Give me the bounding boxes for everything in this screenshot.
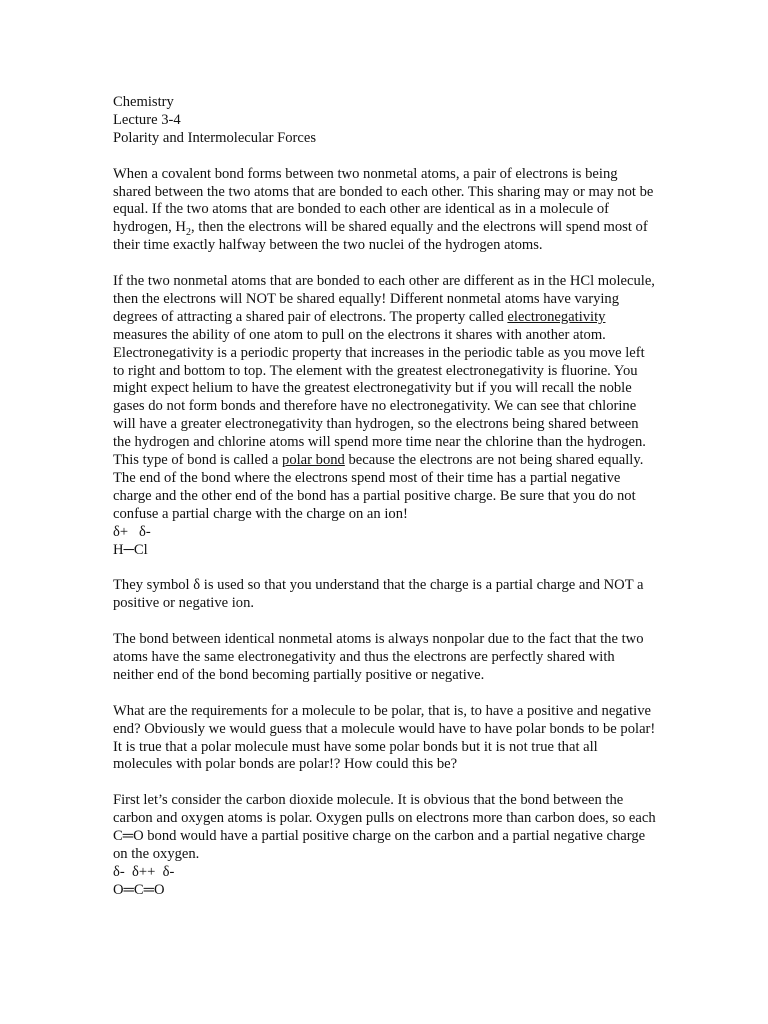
paragraph-polar-requirements: What are the requirements for a molecule to be polar, that is, to have a positive and negative end? Obviously we would guess that a molecule would have to have polar bonds to be polar! It is true that a polar molecule must have some polar bonds but it is not true that all molecules with polar bonds are polar!? How could this be? bbox=[113, 702, 656, 773]
spacer bbox=[113, 148, 658, 166]
spacer bbox=[113, 255, 658, 273]
subscript: 2 bbox=[185, 227, 191, 239]
formula-hcl-charges: δ+ δ- bbox=[113, 523, 151, 540]
paragraph-text: When a covalent bond forms between two nonmetal atoms, a pair of electrons is being shared between the two atoms that are bonded to each other. This sharing may or may not be equal. If the two atoms that are bonded to each other are identical as in a molecule of hydrogen, H bbox=[113, 165, 654, 236]
paragraph-carbon-dioxide: First let’s consider the carbon dioxide molecule. It is obvious that the bond between the carbon and oxygen atoms is polar. Oxygen pulls on electrons more than carbon does, so each C═O bond would have a partial positive charge on the carbon and a partial negative charge on the oxygen. bbox=[113, 792, 656, 862]
spacer bbox=[113, 613, 658, 631]
formula-hcl: H─Cl bbox=[113, 541, 148, 558]
header-topic: Polarity and Intermolecular Forces bbox=[113, 129, 317, 146]
spacer bbox=[113, 774, 658, 792]
formula-co2: O═C═O bbox=[113, 881, 165, 898]
header-lecture: Lecture 3-4 bbox=[113, 111, 181, 128]
paragraph-text: because the electrons are not being shared equally. The end of the bond where the electrons spend most of their time has a partial negative charge and the other end of the bond has a partial positive charge. Be sure that you do not confuse a partial charge with the charge on an ion! bbox=[113, 452, 644, 522]
paragraph-text: , then the electrons will be shared equally and the electrons will spend most of their time exactly halfway between the two nuclei of the hydrogen atoms. bbox=[113, 219, 648, 254]
term-polar-bond: polar bond bbox=[282, 452, 345, 469]
paragraph-covalent-bond bbox=[113, 166, 658, 256]
paragraph-electronegativity bbox=[113, 273, 658, 524]
paragraph-delta-symbol: They symbol δ is used so that you understand that the charge is a partial charge and NOT a positive or negative ion. bbox=[113, 577, 644, 612]
term-electronegativity: electronegativity bbox=[507, 308, 606, 325]
paragraph-text: measures the ability of one atom to pull on the electrons it shares with another atom. Electronegativity is a periodic property that increases in the periodic table as you move left to right and bottom to top. The element with the greatest electronegativity is fluorine. You might expect helium to have the greatest electronegativity but if you will recall the noble gases do not form bonds and therefore have no electronegativity. We can see that chlorine will have a greater electronegativity than hydrogen, so the electrons being shared between the hydrogen and chlorine atoms will spend more time near the chlorine than the hydrogen. This type of bond is called a bbox=[113, 326, 646, 469]
paragraph-nonpolar-bond: The bond between identical nonmetal atoms is always nonpolar due to the fact that the two atoms have the same electronegativity and thus the electrons are perfectly shared with neither end of the bond becoming partially positive or negative. bbox=[113, 631, 644, 683]
formula-co2-charges: δ- δ++ δ- bbox=[113, 863, 175, 880]
paragraph-text: If the two nonmetal atoms that are bonded to each other are different as in the HCl molecule, then the electrons will NOT be shared equally! Different nonmetal atoms have varying degrees of attracting a shared pair of electrons. The property called bbox=[113, 273, 655, 325]
header-subject: Chemistry bbox=[113, 94, 174, 110]
spacer bbox=[113, 560, 658, 578]
spacer bbox=[113, 685, 658, 703]
document-page bbox=[113, 94, 658, 900]
